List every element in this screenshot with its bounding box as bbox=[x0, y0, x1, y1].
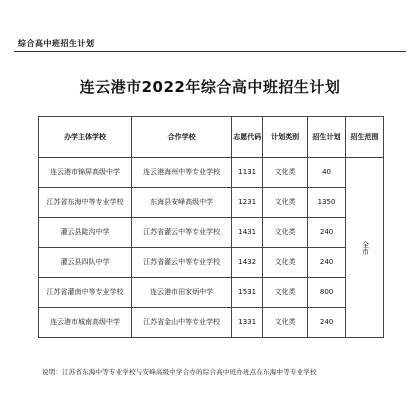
enrollment-plan-table bbox=[38, 116, 384, 338]
enrollment-cell: 1350 bbox=[308, 188, 346, 218]
partner-school-cell: 连云港市田家炳中学 bbox=[132, 278, 232, 308]
enrollment-cell: 40 bbox=[308, 158, 346, 188]
table-row bbox=[39, 188, 384, 218]
plan-type-cell: 文化类 bbox=[263, 158, 308, 188]
partner-school-cell: 江苏省灌云中等专业学校 bbox=[132, 248, 232, 278]
code-cell: 1531 bbox=[232, 278, 263, 308]
enrollment-cell: 240 bbox=[308, 218, 346, 248]
column-header-host-school: 办学主体学校 bbox=[39, 117, 132, 158]
table-row bbox=[39, 218, 384, 248]
column-header-scope: 招生范围 bbox=[346, 117, 384, 158]
table-header-row bbox=[39, 117, 384, 158]
enrollment-cell: 800 bbox=[308, 278, 346, 308]
host-school-cell: 连云港市城南高级中学 bbox=[39, 308, 132, 338]
partner-school-cell: 东海县安峰高级中学 bbox=[132, 188, 232, 218]
table-row bbox=[39, 308, 384, 338]
enrollment-cell: 240 bbox=[308, 308, 346, 338]
scope-cell: 全市 bbox=[346, 158, 384, 338]
column-header-enrollment: 招生计划 bbox=[308, 117, 346, 158]
table-row bbox=[39, 158, 384, 188]
plan-type-cell: 文化类 bbox=[263, 248, 308, 278]
plan-type-cell: 文化类 bbox=[263, 218, 308, 248]
code-cell: 1431 bbox=[232, 218, 263, 248]
column-header-code: 志愿代码 bbox=[232, 117, 263, 158]
code-cell: 1331 bbox=[232, 308, 263, 338]
host-school-cell: 连云港市锦屏高级中学 bbox=[39, 158, 132, 188]
partner-school-cell: 江苏省灌云中等专业学校 bbox=[132, 218, 232, 248]
partner-school-cell: 江苏省金山中等专业学校 bbox=[132, 308, 232, 338]
column-header-plan-type: 计划类别 bbox=[263, 117, 308, 158]
host-school-cell: 江苏省灌南中等专业学校 bbox=[39, 278, 132, 308]
table-row bbox=[39, 278, 384, 308]
host-school-cell: 灌云县四队中学 bbox=[39, 248, 132, 278]
plan-type-cell: 文化类 bbox=[263, 278, 308, 308]
plan-type-cell: 文化类 bbox=[263, 308, 308, 338]
footnote: 说明：江苏省东海中等专业学校与安峰高级中学合办的综合高中班办班点在东海中等专业学校 bbox=[42, 368, 317, 376]
host-school-cell: 江苏省东海中等专业学校 bbox=[39, 188, 132, 218]
enrollment-cell: 240 bbox=[308, 248, 346, 278]
partner-school-cell: 连云港海州中等专业学校 bbox=[132, 158, 232, 188]
code-cell: 1131 bbox=[232, 158, 263, 188]
document-title: 连云港市2022年综合高中班招生计划 bbox=[79, 78, 341, 96]
plan-type-cell: 文化类 bbox=[263, 188, 308, 218]
code-cell: 1432 bbox=[232, 248, 263, 278]
code-cell: 1231 bbox=[232, 188, 263, 218]
column-header-partner-school: 合作学校 bbox=[132, 117, 232, 158]
header-divider bbox=[14, 51, 406, 52]
table-row bbox=[39, 248, 384, 278]
host-school-cell: 灌云县陡沟中学 bbox=[39, 218, 132, 248]
section-label: 综合高中班招生计划 bbox=[18, 39, 95, 48]
